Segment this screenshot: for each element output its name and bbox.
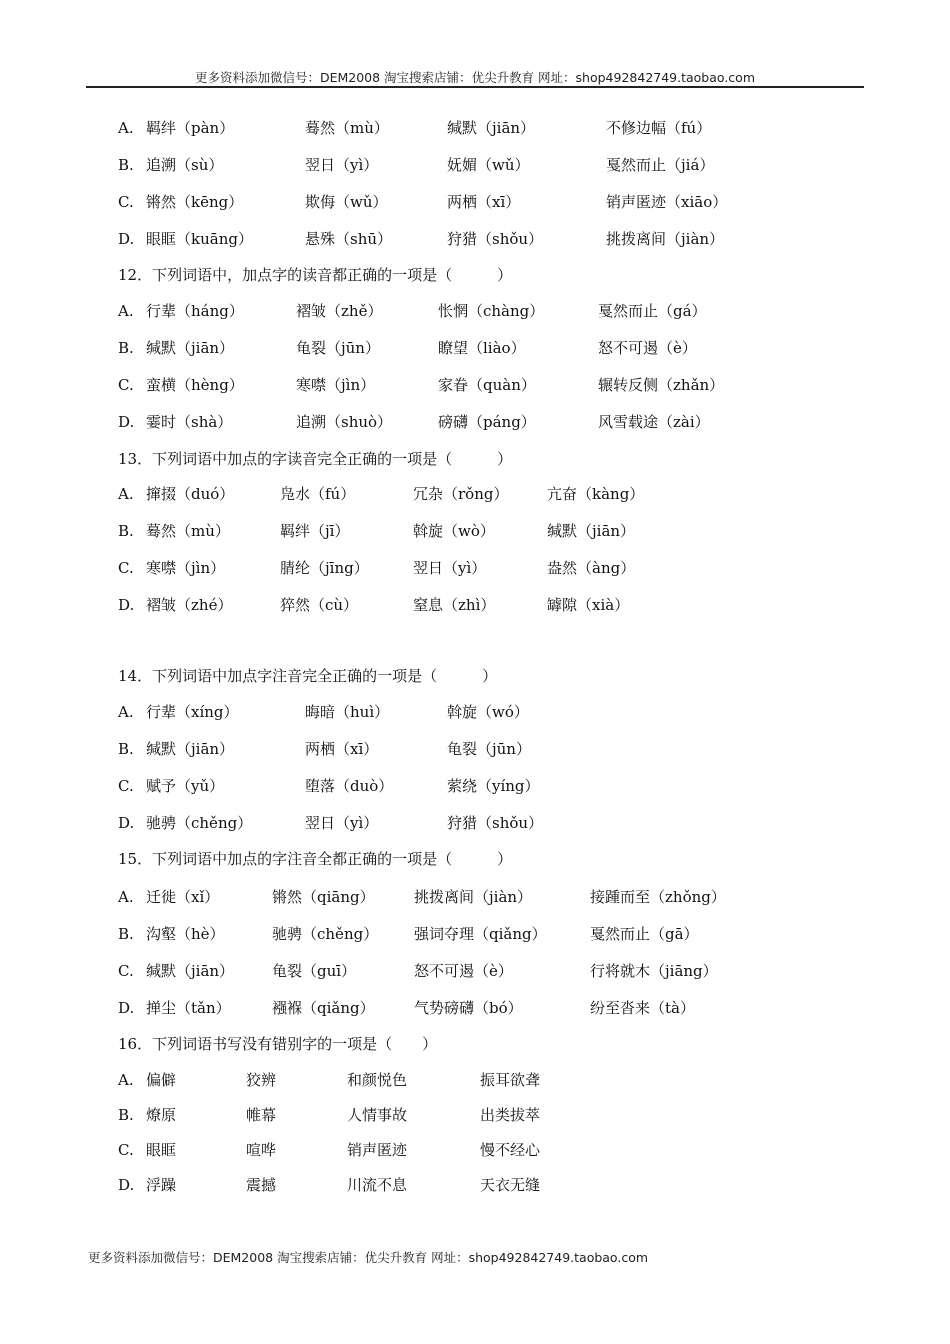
option-label: B. [118,522,134,540]
option-label: D. [118,230,135,248]
option-item: 盎然（àng） [547,559,636,577]
option-label: C. [118,1141,134,1159]
option-item: 气势磅礴（bó） [414,999,523,1017]
option-label: A. [118,703,134,721]
option-item: 翌日（yì） [413,559,487,577]
option-item: 斡旋（wò） [413,522,495,540]
option-row [0,1068,950,1092]
option-item: 眼眶 [146,1141,177,1159]
option-item: 晦暗（huì） [305,703,390,721]
option-item: 蓦然（mù） [305,119,389,137]
option-row [0,482,950,506]
option-label: A. [118,302,134,320]
option-row [0,556,950,580]
option-item: 怒不可遏（è） [414,962,513,980]
option-row [0,996,950,1020]
option-item: 不修边幅（fú） [606,119,712,137]
option-item: 迁徙（xǐ） [146,888,220,906]
option-item: 戛然而止（gā） [590,925,699,943]
option-item: 缄默（jiān） [146,339,235,357]
option-item: 接踵而至（zhǒng） [590,888,726,906]
option-item: 狩猎（shǒu） [447,814,544,832]
option-row [0,299,950,323]
option-item: 振耳欲聋 [480,1071,541,1089]
option-item: 蓦然（mù） [146,522,230,540]
option-row [0,774,950,798]
option-label: C. [118,559,134,577]
option-item: 驰骋（chěng） [146,814,253,832]
option-item: 凫水（fú） [280,485,356,503]
option-item: 行将就木（jiāng） [590,962,718,980]
option-label: D. [118,413,135,431]
option-item: 羁绊（pàn） [146,119,235,137]
option-item: 翌日（yì） [305,814,379,832]
option-label: A. [118,485,134,503]
option-label: D. [118,1176,135,1194]
option-item: 销声匿迹 [347,1141,408,1159]
option-item: 沟壑（hè） [146,925,225,943]
option-item: 羁绊（jī） [280,522,350,540]
question-12-stem: 12．下列词语中，加点字的读音都正确的一项是（ ） [118,266,513,284]
option-item: 霎时（shà） [146,413,233,431]
option-item: 川流不息 [347,1176,408,1194]
option-item: 怒不可遏（è） [598,339,697,357]
option-item: 行辈（xíng） [146,703,239,721]
option-row [0,116,950,140]
option-item: 强词夺理（qiǎng） [414,925,547,943]
option-label: A. [118,1071,134,1089]
option-label: A. [118,119,134,137]
option-row [0,190,950,214]
option-item: 怅惘（chàng） [438,302,545,320]
question-16-stem: 16．下列词语书写没有错别字的一项是（ ） [118,1035,438,1053]
question-15-stem: 15．下列词语中加点的字注音全都正确的一项是（ ） [118,850,513,868]
option-item: 锵然（kēng） [146,193,244,211]
option-item: 挑拨离间（jiàn） [414,888,533,906]
option-item: 磅礴（páng） [438,413,536,431]
option-row [0,885,950,909]
option-item: 慢不经心 [480,1141,541,1159]
option-row [0,1138,950,1162]
option-item: 萦绕（yíng） [447,777,540,795]
option-row [0,227,950,251]
option-item: 辗转反侧（zhǎn） [598,376,725,394]
option-item: 行辈（háng） [146,302,244,320]
option-label: A. [118,888,134,906]
option-item: 褶皱（zhé） [146,596,233,614]
option-row [0,336,950,360]
option-row [0,922,950,946]
option-item: 寒噤（jìn） [146,559,226,577]
option-item: 震撼 [246,1176,277,1194]
option-item: 襁褓（qiǎng） [272,999,375,1017]
option-item: 出类拔萃 [480,1106,541,1124]
option-label: C. [118,376,134,394]
option-row [0,737,950,761]
option-item: 悬殊（shū） [305,230,393,248]
option-row [0,519,950,543]
option-item: 缄默（jiān） [447,119,536,137]
option-label: B. [118,1106,134,1124]
option-label: C. [118,193,134,211]
option-item: 和颜悦色 [347,1071,408,1089]
option-label: C. [118,962,134,980]
option-item: 缄默（jiān） [547,522,636,540]
option-item: 蛮横（hèng） [146,376,244,394]
option-item: 瞭望（liào） [438,339,526,357]
option-item: 人情事故 [347,1106,408,1124]
option-label: B. [118,740,134,758]
option-item: 帷幕 [246,1106,277,1124]
option-row [0,410,950,434]
option-item: 驰骋（chěng） [272,925,379,943]
option-row [0,1173,950,1197]
option-item: 斡旋（wó） [447,703,529,721]
option-item: 猝然（cù） [280,596,359,614]
option-item: 寒噤（jìn） [296,376,376,394]
option-item: 天衣无缝 [480,1176,541,1194]
option-item: 追溯（sù） [146,156,224,174]
option-item: 缄默（jiān） [146,740,235,758]
option-row [0,373,950,397]
option-item: 浮躁 [146,1176,177,1194]
option-item: 亢奋（kàng） [547,485,645,503]
option-item: 欺侮（wǔ） [305,193,388,211]
option-item: 燎原 [146,1106,177,1124]
option-item: 挑拨离间（jiàn） [606,230,725,248]
page-footer: 更多资料添加微信号：DEM2008 淘宝搜索店铺：优尖升教育 网址：shop492842749.taobao.com [88,1250,649,1265]
option-label: B. [118,339,134,357]
option-item: 腈纶（jīng） [280,559,369,577]
option-item: 两栖（xī） [447,193,521,211]
header-rule [86,86,864,88]
option-item: 狩猎（shǒu） [447,230,544,248]
option-row [0,593,950,617]
option-item: 销声匿迹（xiāo） [606,193,728,211]
option-row [0,811,950,835]
option-item: 撺掇（duó） [146,485,235,503]
option-item: 两栖（xī） [305,740,379,758]
option-label: D. [118,596,135,614]
option-item: 窒息（zhì） [413,596,496,614]
option-item: 罅隙（xià） [547,596,630,614]
option-item: 龟裂（guī） [272,962,357,980]
option-item: 戛然而止（jiá） [606,156,715,174]
option-item: 家眷（quàn） [438,376,536,394]
option-item: 狡辨 [246,1071,277,1089]
option-item: 喧哗 [246,1141,277,1159]
option-item: 掸尘（tǎn） [146,999,231,1017]
option-row [0,700,950,724]
option-item: 风雪载途（zài） [598,413,710,431]
option-item: 妩媚（wǔ） [447,156,530,174]
option-label: D. [118,999,135,1017]
page-header: 更多资料添加微信号：DEM2008 淘宝搜索店铺：优尖升教育 网址：shop492842749.taobao.com [194,70,756,85]
option-item: 褶皱（zhě） [296,302,383,320]
question-13-stem: 13．下列词语中加点的字读音完全正确的一项是（ ） [118,450,513,468]
option-item: 龟裂（jūn） [447,740,531,758]
option-item: 翌日（yì） [305,156,379,174]
option-item: 戛然而止（gá） [598,302,707,320]
option-item: 缄默（jiān） [146,962,235,980]
option-label: C. [118,777,134,795]
option-row [0,1103,950,1127]
option-item: 锵然（qiāng） [272,888,375,906]
option-row [0,959,950,983]
option-label: B. [118,925,134,943]
question-14-stem: 14．下列词语中加点字注音完全正确的一项是（ ） [118,667,498,685]
option-item: 堕落（duò） [305,777,394,795]
option-label: B. [118,156,134,174]
option-item: 追溯（shuò） [296,413,393,431]
option-item: 冗杂（rǒng） [413,485,509,503]
option-item: 纷至沓来（tà） [590,999,695,1017]
option-row [0,153,950,177]
option-item: 偏僻 [146,1071,177,1089]
option-item: 龟裂（jūn） [296,339,380,357]
option-item: 赋予（yǔ） [146,777,225,795]
option-item: 眼眶（kuāng） [146,230,253,248]
option-label: D. [118,814,135,832]
